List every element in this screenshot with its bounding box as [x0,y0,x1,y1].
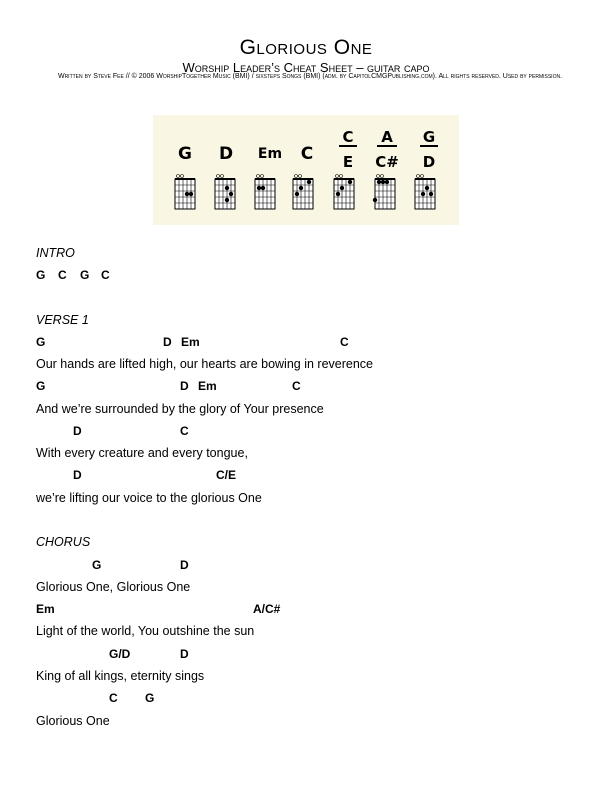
chord-name-e-bass: E [342,153,354,171]
chord-row [0,468,612,483]
chord-name-csharp-bass: C# [375,153,399,171]
finger-dot [425,186,429,190]
chord-name-d-bass: D [422,153,436,171]
chord-row [0,691,612,706]
chord: C [58,268,67,282]
finger-dot [381,180,385,184]
lyric-line: With every creature and every tongue, [36,446,248,460]
lyric-line: King of all kings, eternity sings [36,669,205,683]
chord-fretboard-diagram [255,175,275,210]
song-title: Glorious One [239,36,373,59]
chord: G [36,268,46,282]
chord: G [36,379,46,393]
finger-dot [336,192,340,196]
chord: D [180,379,189,393]
finger-dot [385,180,389,184]
finger-dot [185,192,189,196]
chord: Em [181,335,200,349]
chord: C [109,691,118,705]
finger-dot [307,180,311,184]
chord-row [0,602,612,617]
copyright-credits: Written by Steve Fee // © 2006 WorshipTogether Music (BMI) / sixsteps Songs (BMI) (adm. by CapitolCMGPublishing.com). All rights reserved. Used by permission. [57,73,563,80]
finger-dot [421,192,425,196]
section-chorus-heading: CHORUS [36,535,91,549]
lyric-line: Glorious One, Glorious One [36,580,191,594]
chord-name-em: Em [257,146,283,162]
chord-fretboard-diagram [334,175,354,210]
chord: G/D [109,647,131,661]
chord-name-a-top: A [381,128,393,146]
chord: C/E [216,468,237,482]
finger-dot [295,192,299,196]
chord: D [73,468,82,482]
chord-fretboard-diagram [215,175,235,210]
lyric-line: Glorious One [36,714,110,728]
chord-fretboard-diagram [175,175,195,210]
chord-row [0,558,612,573]
chord: C [101,268,110,282]
chord: D [180,647,189,661]
chord: Em [198,379,217,393]
chord: C [292,379,301,393]
chord-name-g-top: G [422,128,436,146]
chord-name-g: G [178,144,192,164]
chord-chart [153,115,459,225]
chord: Em [36,602,55,616]
chord: G [80,268,90,282]
chord-fretboard-diagram [373,175,395,210]
chord: G [92,558,102,572]
chord: C [180,424,189,438]
finger-dot [225,186,229,190]
lyric-line: we’re lifting our voice to the glorious One [36,491,262,505]
chord-row [0,424,612,439]
chord-diagrams [153,115,459,225]
finger-dot [340,186,344,190]
section-verse-heading: VERSE 1 [36,313,89,327]
lyric-line: Light of the world, You outshine the sun [36,624,255,638]
chord-name-c-top: C [342,128,354,146]
chord-name-c: C [300,144,314,164]
chord: D [163,335,172,349]
finger-dot [257,186,261,190]
finger-dot [373,198,377,202]
chord-row [0,379,612,394]
chord: G [145,691,155,705]
chord: G [36,335,46,349]
chord-row [0,335,612,350]
finger-dot [348,180,352,184]
chord: C [340,335,349,349]
chord-fretboard-diagram [293,175,313,210]
finger-dot [261,186,265,190]
chord-fretboard-diagram [415,175,435,210]
chord-name-d: D [218,144,234,164]
lyric-line: And we’re surrounded by the glory of Your presence [36,402,324,416]
finger-dot [377,180,381,184]
chord-row [0,647,612,662]
finger-dot [299,186,303,190]
lyric-line: Our hands are lifted high, our hearts are bowing in reverence [36,357,373,371]
finger-dot [229,192,233,196]
chord: D [73,424,82,438]
chord: A/C# [253,602,281,616]
chord: D [180,558,189,572]
finger-dot [225,198,229,202]
intro-chord-row [0,268,612,283]
finger-dot [429,192,433,196]
sheet-subtitle: Worship Leader’s Cheat Sheet – guitar capo [182,60,430,75]
section-intro-heading: INTRO [36,246,75,260]
finger-dot [189,192,193,196]
